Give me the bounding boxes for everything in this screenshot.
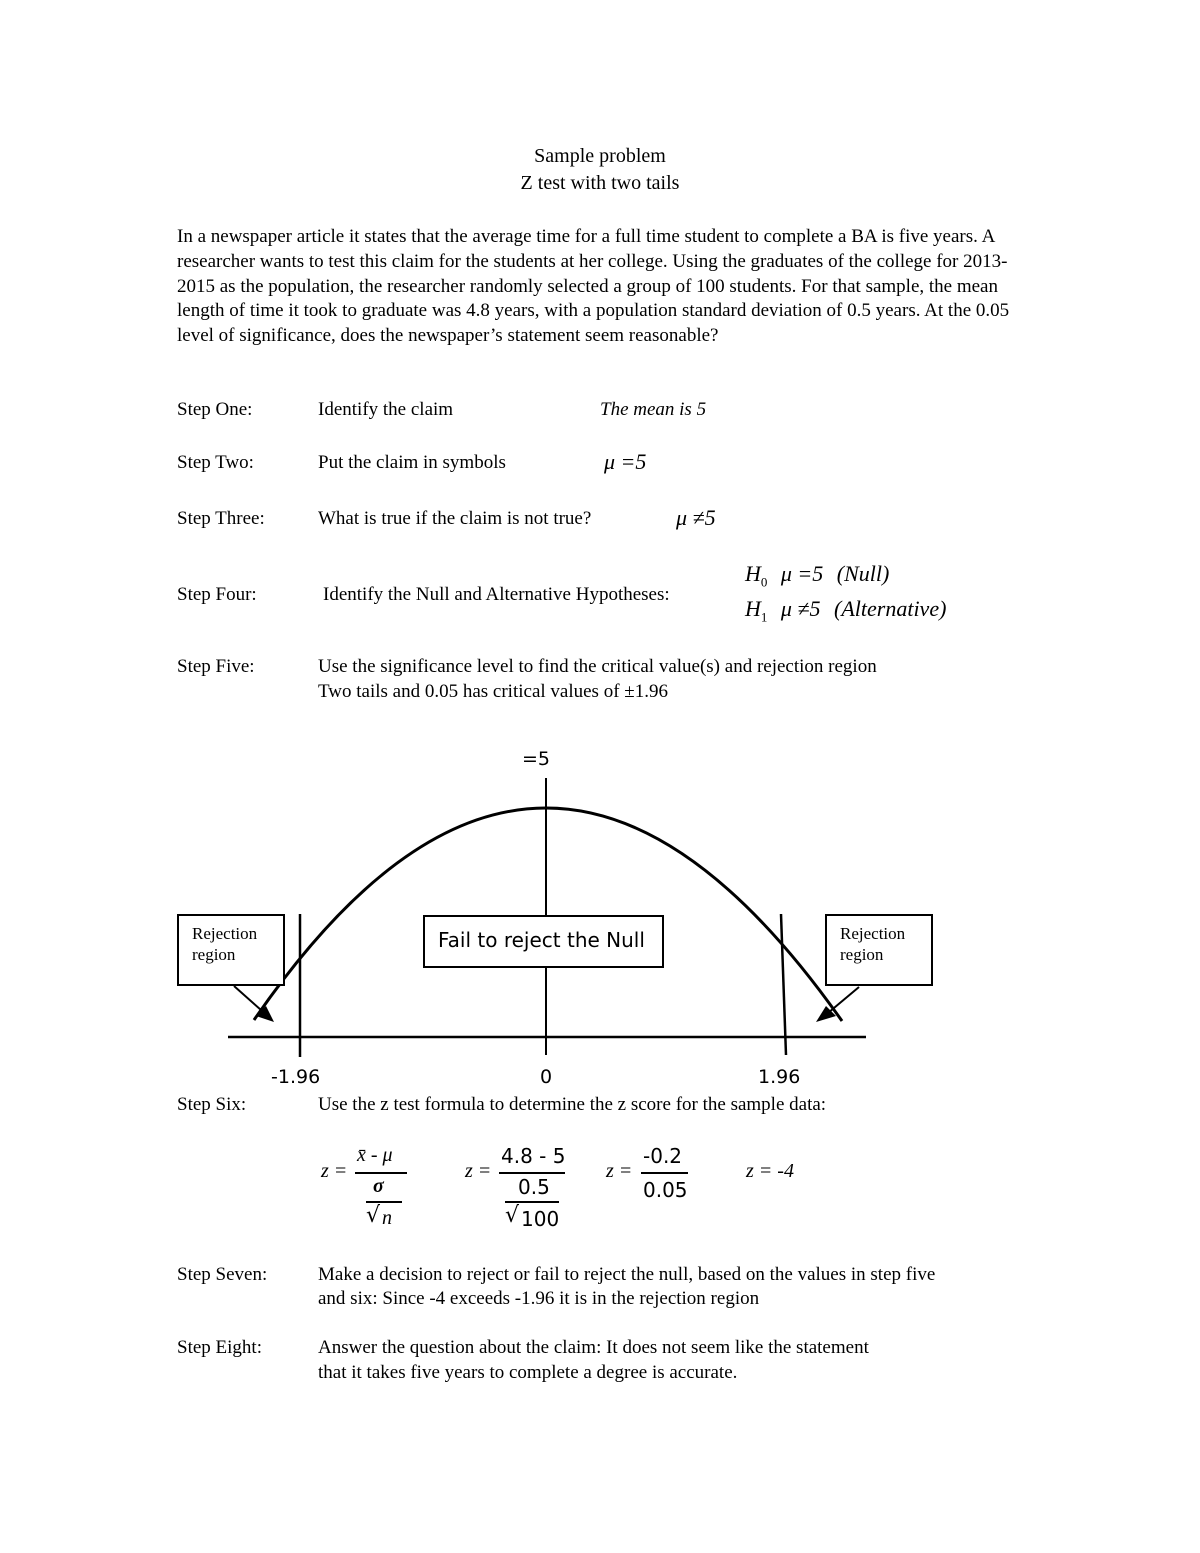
step-eight-desc-2: that it takes five years to complete a degree is accurate. — [318, 1362, 738, 1383]
step-eight-label: Step Eight: — [177, 1337, 262, 1358]
tick-right: 1.96 — [758, 1066, 801, 1088]
step-two-label: Step Two: — [177, 452, 254, 473]
formula1-z-eq: z = — [321, 1160, 348, 1182]
right-critical-line — [781, 914, 786, 1055]
step-six-desc: Use the z test formula to determine the z score for the sample data: — [318, 1094, 827, 1115]
formula2-numerator: 4.8 - 5 — [501, 1144, 566, 1168]
tick-center: 0 — [540, 1066, 553, 1088]
formula3-z-eq: z = — [606, 1160, 633, 1182]
h0-symbol: H — [745, 561, 761, 586]
step-five-desc-2: Two tails and 0.05 has critical values of ±1.96 — [318, 681, 668, 702]
step-six-label: Step Six: — [177, 1094, 247, 1115]
formula2-n: 100 — [521, 1207, 560, 1231]
title-line-1: Sample problem — [534, 145, 666, 167]
step-two-desc: Put the claim in symbols — [318, 452, 506, 473]
step-one-desc: Identify the claim — [318, 399, 454, 420]
h1-subscript: 1 — [760, 609, 768, 625]
left-rejection-box — [177, 914, 285, 986]
right-rejection-box — [825, 914, 933, 986]
right-box-line-2: region — [840, 945, 884, 964]
step-three-answer: μ ≠5 — [676, 505, 716, 530]
formula3-numerator: -0.2 — [643, 1144, 683, 1168]
step-seven-label: Step Seven: — [177, 1264, 268, 1285]
formula2-fraction-bar — [499, 1172, 565, 1174]
formula2-sqrt-icon: √ — [505, 1203, 520, 1228]
right-box-line-1: Rejection — [840, 924, 906, 943]
left-box-line-1: Rejection — [192, 924, 258, 943]
formula3-denominator: 0.05 — [643, 1178, 688, 1202]
mean-label: =5 — [522, 748, 551, 770]
h1-note: (Alternative) — [834, 596, 947, 621]
problem-statement: In a newspaper article it states that the average time for a full time student to complete a BA is five years. A researcher wants to test this claim for the students at her college. Using the graduates of the college for 2013-2015 as the population, the researcher randomly selected a group of 100 students. For that sample, the mean length of time it took to graduate was 4.8 years, with a population standard deviation of 0.5 years. At the 0.05 level of significance, does the newspaper’s statement seem reasonable? — [177, 226, 1010, 347]
fail-to-reject-box — [423, 915, 664, 968]
formula2-sd: 0.5 — [518, 1175, 550, 1199]
step-four-label: Step Four: — [177, 584, 257, 605]
h0-expression: μ =5 — [780, 561, 824, 586]
left-box-line-2: region — [192, 945, 236, 964]
step-eight-desc-1: Answer the question about the claim: It does not seem like the statement — [318, 1337, 869, 1358]
step-five-label: Step Five: — [177, 656, 255, 677]
formula1-sqrt-icon: √ — [366, 1203, 381, 1228]
formula1-fraction-bar — [355, 1172, 407, 1174]
step-three-desc: What is true if the claim is not true? — [318, 508, 592, 529]
h1-expression: μ ≠5 — [780, 596, 821, 621]
title-line-2: Z test with two tails — [520, 172, 680, 194]
step-seven-desc-1: Make a decision to reject or fail to reject the null, based on the values in step five — [318, 1264, 936, 1285]
step-one-label: Step One: — [177, 399, 253, 420]
h1-symbol: H — [745, 596, 761, 621]
fail-to-reject-text: Fail to reject the Null — [438, 928, 645, 952]
step-three-label: Step Three: — [177, 508, 265, 529]
formula3-fraction-bar — [641, 1172, 688, 1174]
step-two-answer: μ =5 — [604, 449, 647, 474]
formula2-z-eq: z = — [465, 1160, 492, 1182]
formula1-n: n — [382, 1207, 392, 1229]
step-seven-desc-2: and six: Since -4 exceeds -1.96 it is in the rejection region — [318, 1288, 760, 1309]
h0-note: (Null) — [836, 561, 890, 586]
step-one-answer: The mean is 5 — [600, 399, 707, 420]
step-five-desc-1: Use the significance level to find the critical value(s) and rejection region — [318, 656, 877, 677]
formula1-numerator: x̄ - μ — [357, 1144, 393, 1166]
formula4-result: z = -4 — [746, 1160, 794, 1182]
formula1-sigma: σ — [373, 1175, 384, 1197]
h0-subscript: 0 — [760, 574, 768, 590]
tick-left: -1.96 — [271, 1066, 321, 1088]
step-four-desc: Identify the Null and Alternative Hypotheses: — [323, 584, 670, 605]
